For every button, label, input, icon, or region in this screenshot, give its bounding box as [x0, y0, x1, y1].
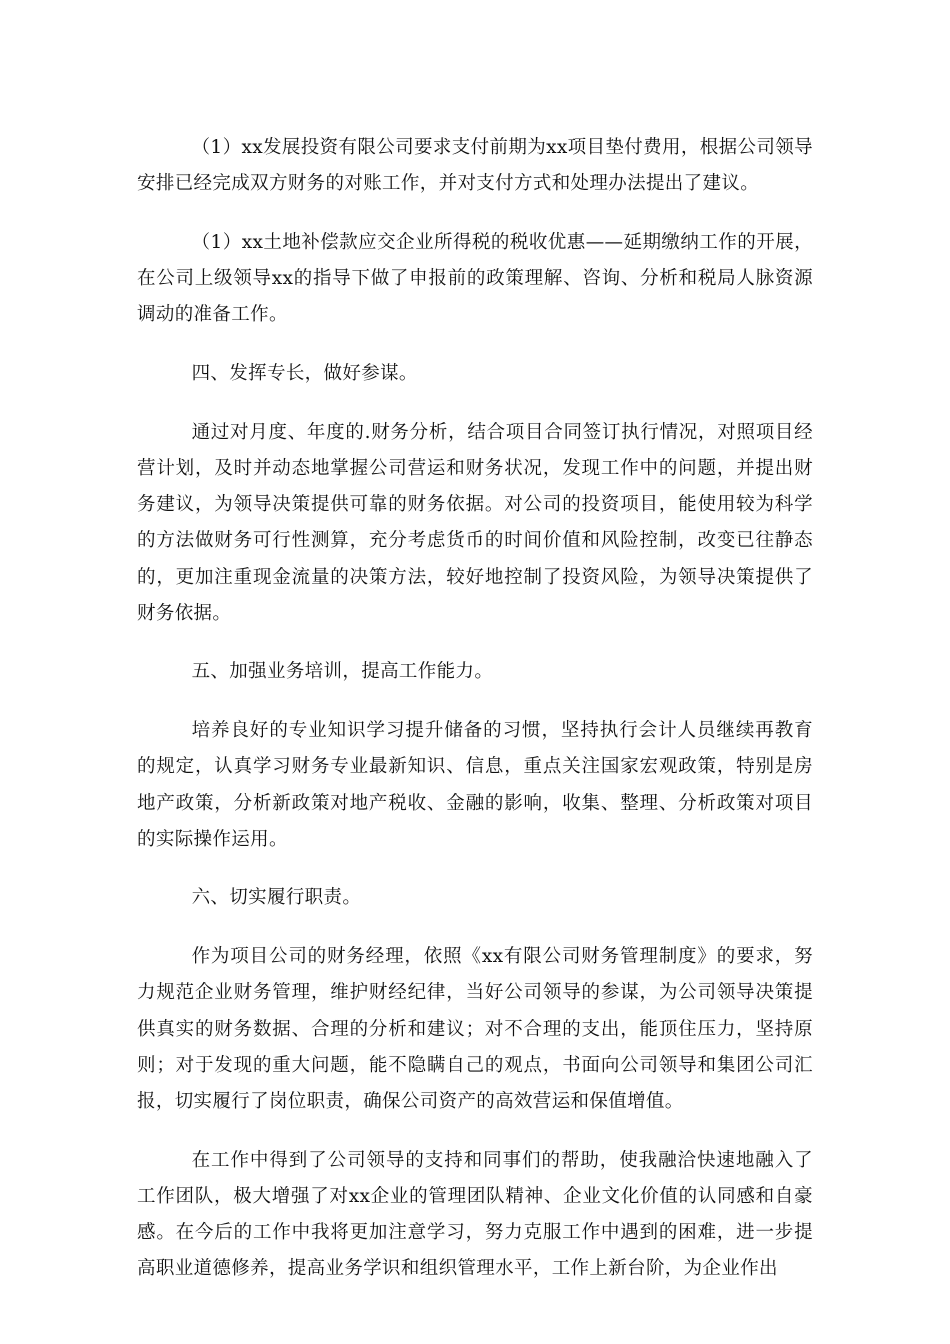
section-heading-4: 四、发挥专长，做好参谋。: [191, 363, 418, 385]
paragraph-4: 培养良好的专业知识学习提升储备的习惯，坚持执行会计人员继续再教育的规定，认真学习财务专业最新知识、信息，重点关注国家宏观政策，特别是房地产政策，分析新政策对地产税收、金融的影响，收集、整理、分析政策对项目的实际操作运用。: [137, 720, 813, 850]
paragraph-1: （1）xx发展投资有限公司要求支付前期为xx项目垫付费用，根据公司领导安排已经完成双方财务的对账工作，并对支付方式和处理办法提出了建议。: [137, 137, 813, 195]
paragraph-2: （1）xx土地补偿款应交企业所得税的税收优惠——延期缴纳工作的开展，在公司上级领导xx的指导下做了申报前的政策理解、咨询、分析和税局人脉资源调动的准备工作。: [137, 231, 813, 326]
document-body: [137, 130, 813, 1287]
paragraph-6: 在工作中得到了公司领导的支持和同事们的帮助，使我融洽快速地融入了工作团队，极大增强了对xx企业的管理团队精神、企业文化价值的认同感和自豪感。在今后的工作中我将更加注意学习，努力克服工作中遇到的困难，进一步提高职业道德修养，提高业务学识和组织管理水平，工作上新台阶，为企业作出: [137, 1149, 813, 1280]
section-heading-5: 五、加强业务培训，提高工作能力。: [191, 661, 494, 683]
paragraph-5: 作为项目公司的财务经理，依照《xx有限公司财务管理制度》的要求，努力规范企业财务管理，维护财经纪律，当好公司领导的参谋，为公司领导决策提供真实的财务数据、合理的分析和建议；对不合理的支出，能顶住压力，坚持原则；对于发现的重大问题，能不隐瞒自己的观点，书面向公司领导和集团公司汇报，切实履行了岗位职责，确保公司资产的高效营运和保值增值。: [137, 946, 813, 1112]
paragraph-3: 通过对月度、年度的.财务分析，结合项目合同签订执行情况，对照项目经营计划，及时并动态地掌握公司营运和财务状况，发现工作中的问题，并提出财务建议，为领导决策提供可靠的财务依据。对公司的投资项目，能使用较为科学的方法做财务可行性测算，充分考虑货币的时间价值和风险控制，改变已往静态的，更加注重现金流量的决策方法，较好地控制了投资风险，为领导决策提供了财务依据。: [137, 421, 813, 624]
section-heading-6: 六、切实履行职责。: [191, 887, 362, 909]
